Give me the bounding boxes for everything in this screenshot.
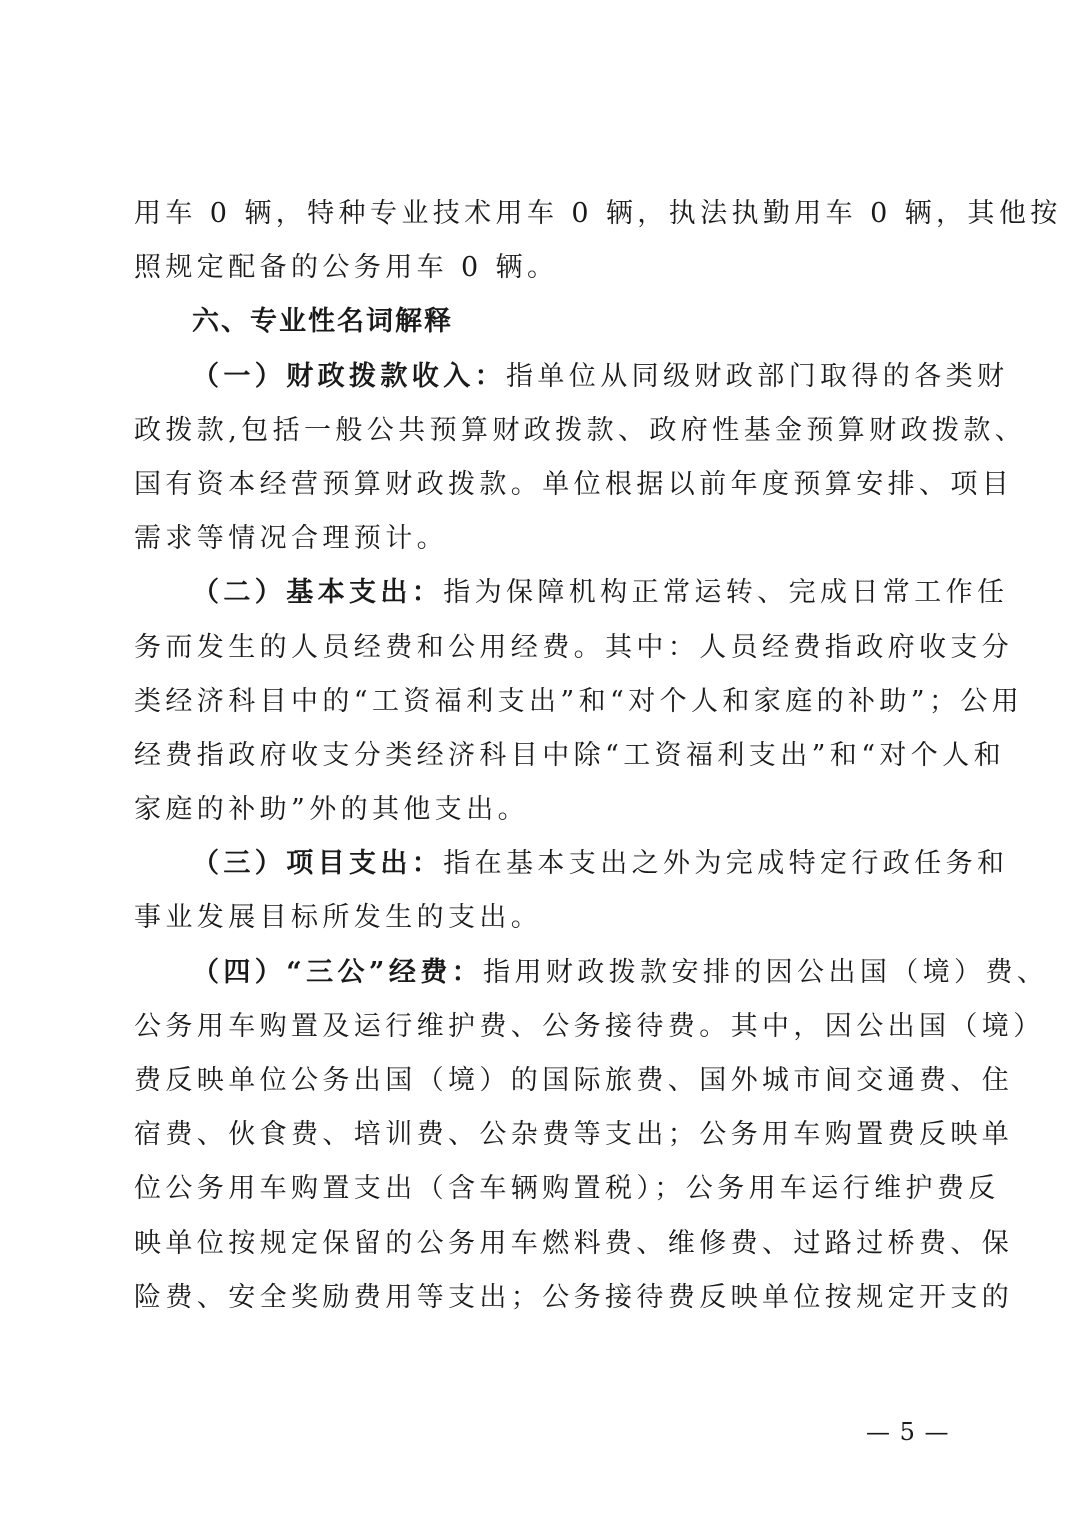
paragraph-first-line bbox=[134, 566, 1009, 620]
text-line: 宿费、伙食费、培训费、公杂费等支出；公务用车购置费反映单 bbox=[134, 1119, 1014, 1151]
text-line: 照规定配备的公务用车 0 辆。 bbox=[134, 252, 559, 284]
paragraph-first-line bbox=[134, 837, 1009, 891]
text-line: 险费、安全奖励费用等支出；公务接待费反映单位按规定开支的 bbox=[134, 1281, 1014, 1313]
body-text bbox=[134, 187, 1062, 1325]
text-line: 用车 0 辆，特种专业技术用车 0 辆，执法执勤用车 0 辆，其他按 bbox=[134, 198, 1062, 229]
text-line: 类经济科目中的“工资福利支出”和“对个人和家庭的补助”；公用 bbox=[134, 685, 1024, 717]
term-definition: 指用财政拨款安排的因公出国（境）费、 bbox=[483, 956, 1049, 988]
term-definition: 指在基本支出之外为完成特定行政任务和 bbox=[443, 848, 1009, 880]
text-line: 政拨款,包括一般公共预算财政拨款、政府性基金预算财政拨款、 bbox=[134, 414, 1027, 446]
text-line: 位公务用车购置支出（含车辆购置税）；公务用车运行维护费反 bbox=[134, 1173, 1000, 1205]
text-line: 公务用车购置及运行维护费、公务接待费。其中，因公出国（境） bbox=[134, 1010, 1045, 1042]
term-label: （二）基本支出： bbox=[192, 577, 444, 609]
paragraph-first-line bbox=[134, 946, 1049, 1000]
term-definition: 指为保障机构正常运转、完成日常工作任 bbox=[443, 577, 1009, 609]
term-label: （三）项目支出： bbox=[192, 848, 444, 880]
text-line: 费反映单位公务出国（境）的国际旅费、国外城市间交通费、住 bbox=[134, 1065, 1014, 1096]
text-line: 需求等情况合理预计。 bbox=[134, 523, 448, 555]
paragraph-first-line bbox=[134, 350, 1009, 404]
section-heading: 六、专业性名词解释 bbox=[192, 306, 453, 338]
term-label: （四）“三公”经费： bbox=[192, 956, 484, 988]
page-number: — 5 — bbox=[866, 1418, 950, 1446]
text-line: 映单位按规定保留的公务用车燃料费、维修费、过路过桥费、保 bbox=[134, 1227, 1014, 1259]
text-line: 务而发生的人员经费和公用经费。其中：人员经费指政府收支分 bbox=[134, 631, 1014, 663]
term-label: （一）财政拨款收入： bbox=[192, 360, 506, 392]
text-line: 家庭的补助”外的其他支出。 bbox=[134, 794, 530, 826]
text-line: 经费指政府收支分类经济科目中除“工资福利支出”和“对个人和 bbox=[134, 739, 1006, 771]
text-line: 事业发展目标所发生的支出。 bbox=[134, 902, 543, 934]
term-definition: 指单位从同级财政部门取得的各类财 bbox=[506, 360, 1009, 392]
text-line: 国有资本经营预算财政拨款。单位根据以前年度预算安排、项目 bbox=[134, 468, 1014, 500]
